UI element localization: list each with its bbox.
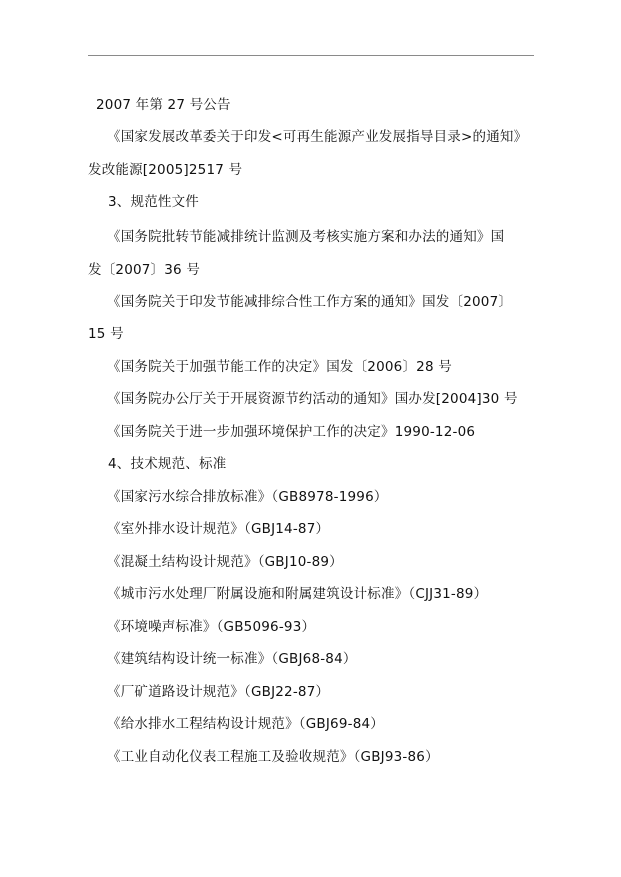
standard-item: 《城市污水处理厂附属设施和附属建筑设计标准》（CJJ31-89） bbox=[107, 586, 488, 602]
section-3-heading: 3、规范性文件 bbox=[108, 194, 199, 210]
ndrc-notice-number: 发改能源[2005]2517 号 bbox=[88, 162, 243, 178]
state-council-notice-1: 《国务院批转节能减排统计监测及考核实施方案和办法的通知》国 bbox=[107, 229, 505, 245]
state-council-decision-1: 《国务院关于加强节能工作的决定》国发〔2006〕28 号 bbox=[107, 359, 452, 375]
ndrc-notice-title: 《国家发展改革委关于印发<可再生能源产业发展指导目录>的通知》 bbox=[107, 129, 528, 145]
state-council-decision-2: 《国务院关于进一步加强环境保护工作的决定》1990-12-06 bbox=[107, 424, 476, 440]
header-rule bbox=[88, 55, 534, 56]
standard-item: 《建筑结构设计统一标准》（GBJ68-84） bbox=[107, 651, 357, 667]
state-council-notice-2-number: 15 号 bbox=[88, 326, 124, 342]
announcement-line: 2007 年第 27 号公告 bbox=[96, 97, 231, 113]
state-council-notice-1-number: 发〔2007〕36 号 bbox=[88, 262, 201, 278]
general-office-notice: 《国务院办公厅关于开展资源节约活动的通知》国办发[2004]30 号 bbox=[107, 391, 518, 407]
state-council-notice-2: 《国务院关于印发节能减排综合性工作方案的通知》国发〔2007〕 bbox=[107, 294, 513, 310]
standard-item: 《室外排水设计规范》（GBJ14-87） bbox=[107, 521, 330, 537]
section-4-heading: 4、技术规范、标准 bbox=[108, 456, 227, 472]
standard-item: 《混凝土结构设计规范》（GBJ10-89） bbox=[107, 554, 343, 570]
standard-item: 《给水排水工程结构设计规范》（GBJ69-84） bbox=[107, 716, 384, 732]
standard-item: 《工业自动化仪表工程施工及验收规范》（GBJ93-86） bbox=[107, 749, 439, 765]
standard-item: 《环境噪声标准》（GB5096-93） bbox=[107, 619, 316, 635]
standard-item: 《厂矿道路设计规范》（GBJ22-87） bbox=[107, 684, 330, 700]
standard-item: 《国家污水综合排放标准》（GB8978-1996） bbox=[107, 489, 388, 505]
